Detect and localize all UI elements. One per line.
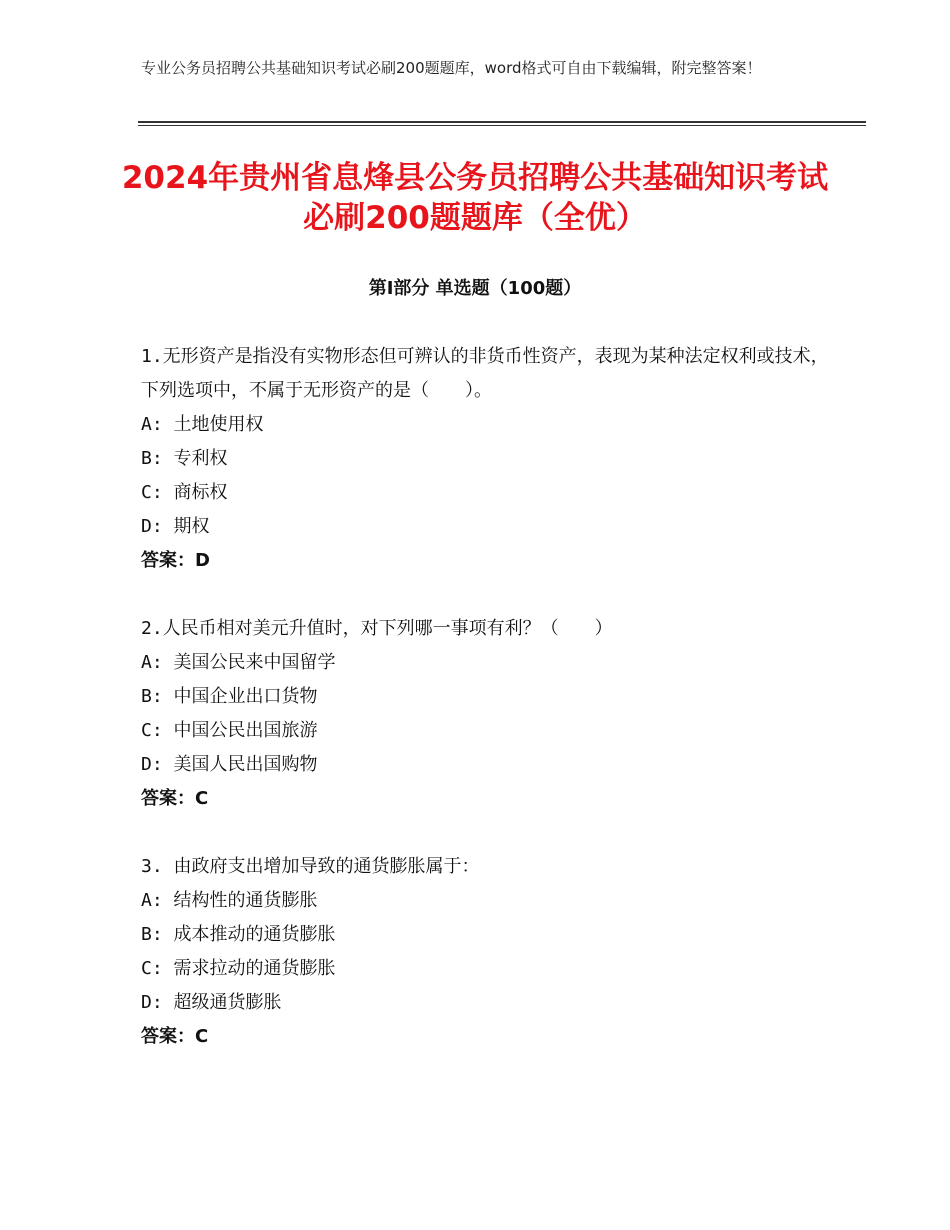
option-b: [141, 680, 831, 714]
option-text: 中国企业出口货物: [173, 686, 318, 707]
option-key: B:: [141, 448, 163, 469]
option-text: 超级通货膨胀: [173, 992, 282, 1013]
option-key: D:: [141, 754, 163, 775]
option-a: [141, 646, 831, 680]
option-c: [141, 714, 831, 748]
option-key: C:: [141, 482, 163, 503]
answer-value: D: [195, 550, 210, 571]
answer-line: [141, 544, 831, 578]
option-key: D:: [141, 992, 163, 1013]
option-key: C:: [141, 720, 163, 741]
option-text: 需求拉动的通货膨胀: [173, 958, 336, 979]
option-key: A:: [141, 652, 163, 673]
option-key: B:: [141, 686, 163, 707]
option-text: 结构性的通货膨胀: [173, 890, 318, 911]
answer-label: 答案：: [141, 788, 195, 809]
answer-line: [141, 782, 831, 816]
question-1: [141, 340, 831, 578]
section-title: 第Ⅰ部分 单选题（100题）: [368, 278, 582, 299]
question-text: 2.人民币相对美元升值时，对下列哪一事项有利？（ ）: [141, 618, 613, 639]
option-key: B:: [141, 924, 163, 945]
question-3: [141, 850, 831, 1054]
option-text: 期权: [173, 516, 210, 537]
option-key: A:: [141, 890, 163, 911]
option-d: [141, 986, 831, 1020]
answer-value: C: [195, 1026, 209, 1047]
option-b: [141, 442, 831, 476]
option-text: 美国公民来中国留学: [173, 652, 336, 673]
option-d: [141, 510, 831, 544]
header-rule-thin: [138, 125, 866, 126]
option-c: [141, 476, 831, 510]
option-text: 专利权: [173, 448, 228, 469]
header-note: 专业公务员招聘公共基础知识考试必刷200题题库，word格式可自由下载编辑，附完整答案！: [141, 59, 762, 77]
option-c: [141, 952, 831, 986]
option-a: [141, 884, 831, 918]
option-key: C:: [141, 958, 163, 979]
option-b: [141, 918, 831, 952]
option-text: 商标权: [173, 482, 228, 503]
header-rule-thick: [138, 121, 866, 123]
option-text: 成本推动的通货膨胀: [173, 924, 336, 945]
option-text: 中国公民出国旅游: [173, 720, 318, 741]
question-list: [141, 340, 831, 1088]
answer-label: 答案：: [141, 1026, 195, 1047]
question-text: 3. 由政府支出增加导致的通货膨胀属于：: [141, 856, 480, 877]
option-text: 美国人民出国购物: [173, 754, 318, 775]
option-d: [141, 748, 831, 782]
answer-value: C: [195, 788, 209, 809]
document-title: 2024年贵州省息烽县公务员招聘公共基础知识考试必刷200题题库（全优）: [121, 160, 829, 236]
option-key: A:: [141, 414, 163, 435]
option-text: 土地使用权: [173, 414, 264, 435]
option-key: D:: [141, 516, 163, 537]
question-2: [141, 612, 831, 816]
option-a: [141, 408, 831, 442]
answer-label: 答案：: [141, 550, 195, 571]
question-text: 1.无形资产是指没有实物形态但可辨认的非货币性资产，表现为某种法定权利或技术，下列选项中，不属于无形资产的是（ ）。: [141, 346, 829, 401]
answer-line: [141, 1020, 831, 1054]
